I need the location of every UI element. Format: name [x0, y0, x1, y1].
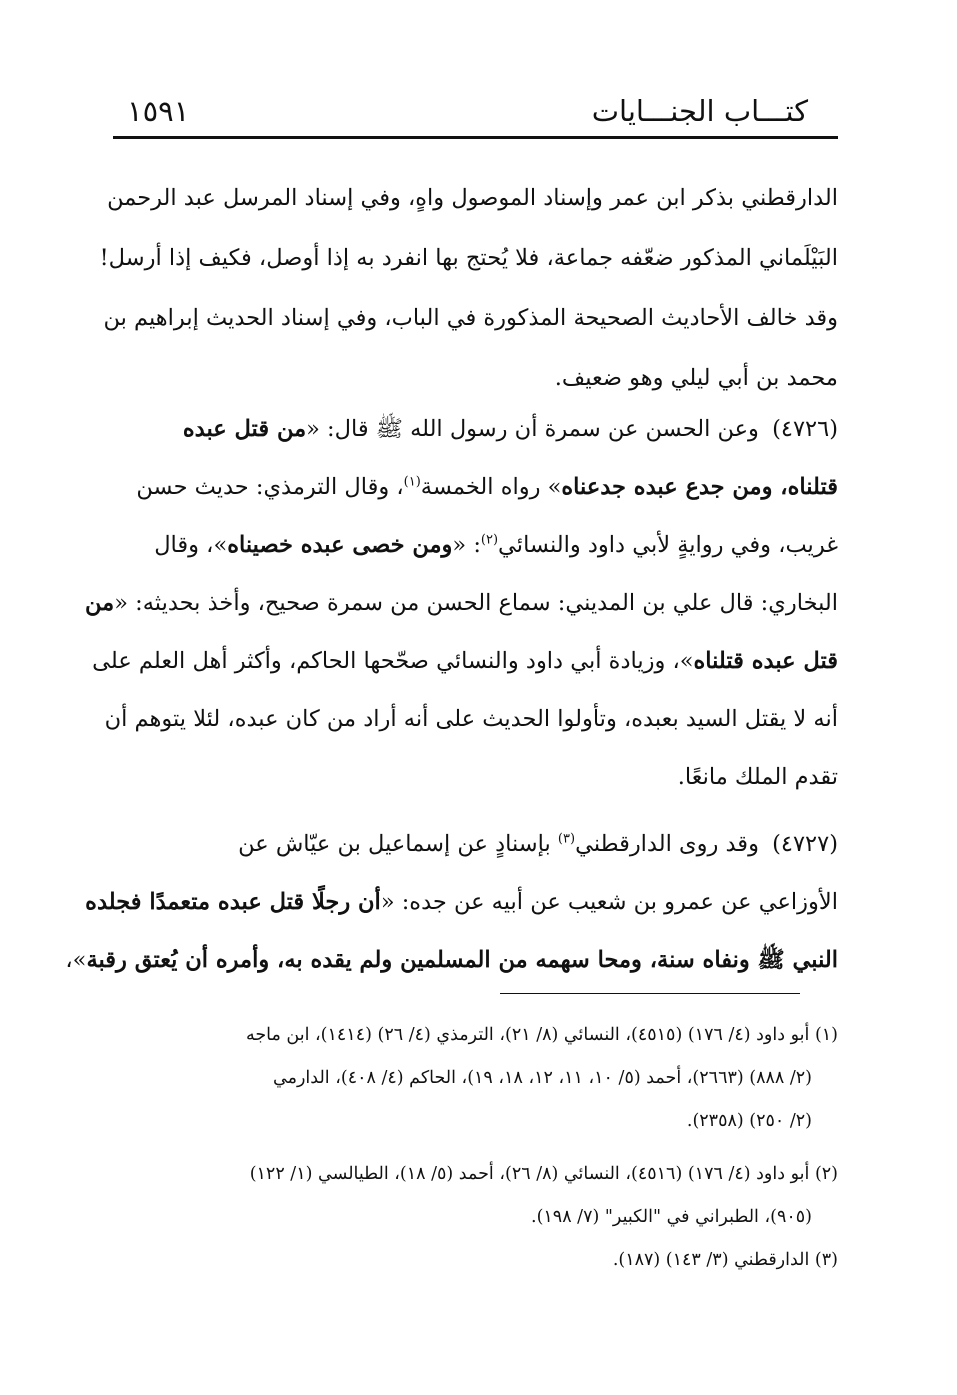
footnote-3-line: (٣) الدارقطني (٣/ ١٤٣) (١٨٧). — [612, 1250, 838, 1270]
text-run: ، وقال الترمذي: حديث حسن — [136, 474, 404, 500]
footnote-2-line: (٢) أبو داود (٤/ ١٧٦) (٤٥١٦)، النسائي (٨/ ٢٦)، أحمد (٥/ ١٨)، الطيالسي (١/ ١٢٢) — [249, 1164, 838, 1184]
text-run: وقد روى الدارقطني — [575, 831, 759, 857]
text-run: »، وزيادة أبي داود والنسائي صحّحها الحاكم، وأكثر أهل العلم على — [92, 648, 694, 674]
text-line — [110, 400, 838, 458]
hadith-number: (٤٧٢٧) — [772, 831, 838, 857]
text-line: تقدم الملك مانعًا. — [677, 764, 838, 790]
footnote-1-line: (٢/ ٢٥٠) (٢٣٥٨). — [686, 1111, 812, 1131]
hadith-quote: أن رجلًا قتل عبده متعمدًا فجلده — [85, 889, 381, 915]
text-line: أنه لا يقتل السيد بعبده، وتأولوا الحديث على أنه أراد من كان عبده، لئلا يتوهم أن — [104, 706, 838, 732]
hadith-number: (٤٧٢٦) — [772, 416, 838, 442]
footnotes — [110, 1014, 838, 1282]
footnote-1-line: (٢/ ٨٨٨) (٢٦٦٣)، أحمد (٥/ ١٠، ١١، ١٢، ١٨، ١٩)، الحاكم (٤/ ٤٠٨)، الدارمي — [273, 1068, 812, 1088]
footnote-ref: (١) — [403, 474, 421, 490]
text-line — [85, 873, 838, 931]
footnote-2-line: (٩٠٥)، الطبراني في "الكبير" (٧/ ١٩٨). — [531, 1207, 812, 1227]
text-line: وقد خالف الأحاديث الصحيحة المذكورة في الباب، وفي إسناد الحديث إبراهيم بن — [103, 305, 838, 331]
hadith-quote: قتل عبده قتلناه — [693, 648, 838, 674]
hadith-quote: من قتل عبده — [182, 416, 307, 442]
text-line — [110, 815, 838, 873]
footnote-ref: (٣) — [557, 831, 576, 847]
hadith-quote: النبي ﷺ ونفاه سنة، ومحا سهمه من المسلمين ولم يقده به، وأمره أن يُعتق رقبة — [86, 947, 838, 973]
text-line — [110, 458, 838, 516]
hadith-quote: ومن خصى عبده خصيناه — [227, 532, 453, 558]
paragraph-continuation — [99, 168, 838, 408]
page-header — [113, 92, 838, 139]
text-line — [110, 516, 838, 574]
hadith-quote: من — [85, 590, 115, 616]
text-run: »، — [65, 947, 87, 973]
hadith-4727 — [65, 815, 838, 989]
text-line — [92, 632, 838, 690]
footnote-ref: (٢) — [480, 532, 499, 548]
text-line: الدارقطني بذكر ابن عمر وإسناد الموصول واهٍ، وفي إسناد المرسل عبد الرحمن — [107, 185, 838, 211]
footnote-gap — [110, 1143, 838, 1153]
text-run: وعن الحسن عن سمرة أن رسول الله ﷺ قال: « — [306, 416, 759, 442]
text-line: محمد بن أبي ليلي وهو ضعيف. — [554, 365, 838, 391]
text-line: البَيْلَماني المذكور ضعّفه جماعة، فلا يُحتج بها انفرد به إذا أوصل، فكيف إذا أرسل! — [99, 245, 838, 271]
text-run: بإسنادٍ عن إسماعيل بن عيّاش عن — [238, 831, 558, 857]
text-run: البخاري: قال علي بن المديني: سماع الحسن من سمرة صحيح، وأخذ بحديثه: « — [114, 590, 838, 616]
hadith-quote: قتلناه، ومن جدع عبده جدعناه — [561, 474, 838, 500]
text-run: »، وقال — [154, 532, 228, 558]
text-line — [85, 574, 838, 632]
footnote-separator — [500, 993, 800, 994]
chapter-title: كتـــاب الجنـــايات — [591, 94, 808, 128]
text-run: غريب، وفي روايةٍ لأبي داود والنسائي — [498, 532, 838, 558]
hadith-4726 — [85, 400, 838, 806]
text-run: : « — [452, 532, 481, 558]
text-run: » رواه الخمسة — [420, 474, 562, 500]
text-run: الأوزاعي عن عمرو بن شعيب عن أبيه عن جده: « — [380, 889, 838, 915]
text-line — [65, 931, 838, 989]
footnote-1-line: (١) أبو داود (٤/ ١٧٦) (٤٥١٥)، النسائي (٨/ ٢١)، الترمذي (٤/ ٢٦) (١٤١٤)، ابن ماجه — [245, 1025, 838, 1045]
page-number: ١٥٩١ — [127, 94, 190, 128]
